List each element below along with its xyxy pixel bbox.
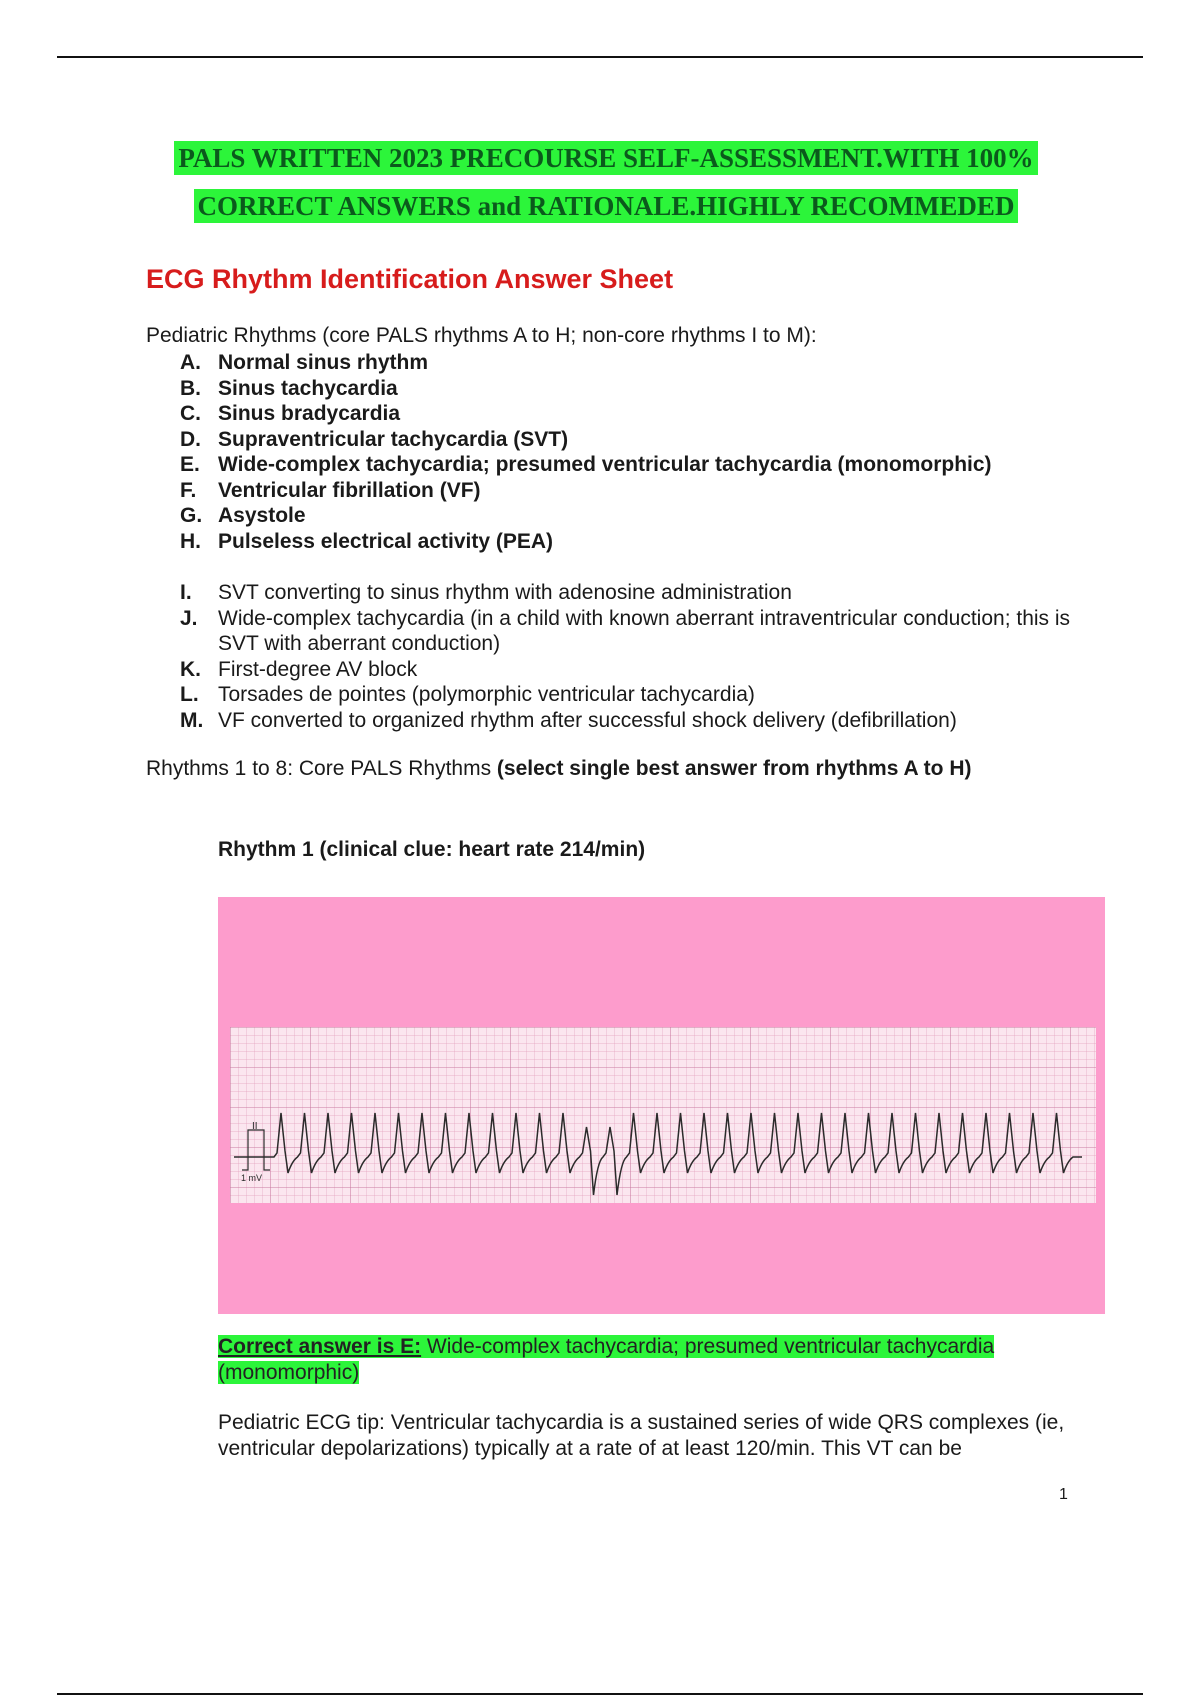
bottom-rule bbox=[57, 1693, 1143, 1695]
list-item: M. VF converted to organized rhythm after successful shock delivery (defibrillation) bbox=[180, 708, 957, 732]
core-rhythm-list bbox=[180, 350, 992, 554]
list-item: K. First-degree AV block bbox=[180, 657, 418, 681]
list-item: B. Sinus tachycardia bbox=[180, 376, 398, 400]
list-item: L. Torsades de pointes (polymorphic ventricular tachycardia) bbox=[180, 683, 755, 706]
title-banner-line-2: CORRECT ANSWERS and RATIONALE.HIGHLY RECOMMEDED bbox=[6, 191, 1200, 222]
page-number: 1 bbox=[1059, 1486, 1068, 1503]
list-item: E. Wide-complex tachycardia; presumed ventricular tachycardia (monomorphic) bbox=[180, 453, 992, 476]
top-rule bbox=[57, 56, 1143, 58]
list-item: J. Wide-complex tachycardia (in a child with known aberrant intraventricular conduction; this is SVT with aberrant conduction) bbox=[180, 606, 1071, 655]
rhythm-1-title: Rhythm 1 (clinical clue: heart rate 214/min) bbox=[218, 838, 646, 861]
core-rhythms-instructions: Rhythms 1 to 8: Core PALS Rhythms (select single best answer from rhythms A to H) bbox=[146, 757, 972, 780]
rhythm-list-intro: Pediatric Rhythms (core PALS rhythms A to H; non-core rhythms I to M): bbox=[146, 324, 817, 347]
ecg-strip-image bbox=[230, 1027, 1096, 1203]
answer-sheet-heading: ECG Rhythm Identification Answer Sheet bbox=[146, 264, 674, 294]
rhythm-1-answer: Correct answer is E: Wide-complex tachycardia; presumed ventricular tachycardia (monomorphic) bbox=[218, 1335, 995, 1384]
noncore-rhythm-list bbox=[180, 580, 1078, 733]
list-item: A. Normal sinus rhythm bbox=[180, 351, 429, 374]
scale-label: 1 mV bbox=[241, 1173, 263, 1183]
list-item: D. Supraventricular tachycardia (SVT) bbox=[180, 427, 569, 451]
title-banner-line-1: PALS WRITTEN 2023 PRECOURSE SELF-ASSESSMENT.WITH 100% bbox=[6, 143, 1200, 174]
list-item: I. SVT converting to sinus rhythm with adenosine administration bbox=[180, 581, 792, 604]
list-item: G. Asystole bbox=[180, 504, 306, 527]
list-item: F. Ventricular fibrillation (VF) bbox=[180, 478, 481, 502]
lead-label: II bbox=[252, 1121, 258, 1132]
list-item: C. Sinus bradycardia bbox=[180, 402, 401, 425]
list-item: H. Pulseless electrical activity (PEA) bbox=[180, 529, 554, 553]
rhythm-1-ecg-tip: Pediatric ECG tip: Ventricular tachycardia is a sustained series of wide QRS complexes (ie, ventricular depolarizations) typically at a rate of at least 120/min. This VT can be bbox=[218, 1411, 1065, 1460]
